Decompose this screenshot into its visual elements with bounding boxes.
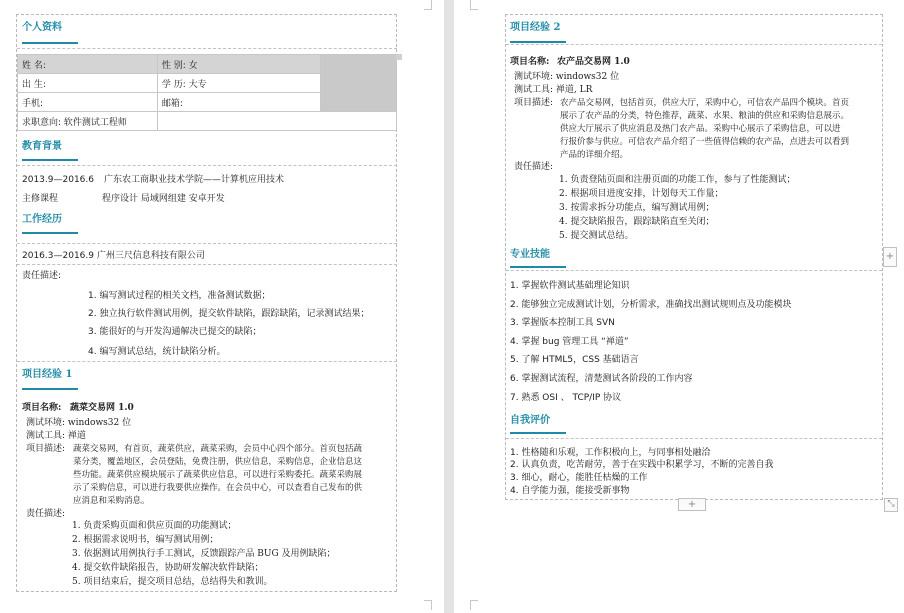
crop-mark <box>424 0 432 10</box>
skill-item: 2. 能够独立完成测试计划，分析需求，准确找出测试规则点及功能模块 <box>510 300 792 310</box>
name-label: 姓 名: <box>18 55 158 74</box>
project1-title: 项目经验 1 <box>22 369 73 380</box>
project2-tools: 测试工具: 禅道, LR <box>514 85 593 95</box>
project2-duty-item: 1. 负责登陆页面和注册页面的功能工作，参与了性能测试； <box>559 175 796 185</box>
work-duty-item: 4. 编写测试总结，统计缺陷分析。 <box>88 347 226 357</box>
project2-desc-line: 行报价参与供应。可信农产品介绍了一些值得信赖的农产品，点进去可以看到 <box>560 137 850 147</box>
work-duty-item: 2. 独立执行软件测试用例，提交软件缺陷，跟踪缺陷，记录测试结果； <box>88 309 370 319</box>
divider <box>506 270 882 271</box>
work-duty-label: 责任描述: <box>22 271 62 281</box>
project1-duty-item: 3. 依据测试用例执行手工测试，反馈跟踪产品 BUG 及用例缺陷； <box>72 549 336 559</box>
work-period: 2016.3—2016.9 广州三尺信息科技有限公司 <box>22 251 205 261</box>
project1-desc-line: 蔬菜交易网，有首页，蔬菜供应，蔬菜采购，会员中心四个部分。首页包括蔬 <box>73 444 363 454</box>
crop-mark <box>470 600 478 610</box>
project2-name-label: 项目名称: <box>510 57 550 67</box>
project1-duty-item: 1. 负责采购页面和供应页面的功能测试； <box>72 521 237 531</box>
project2-name-value: 农产品交易网 1.0 <box>557 57 630 67</box>
skill-item: 5. 了解 HTML5，CSS 基础语言 <box>510 355 639 365</box>
section-underline <box>22 42 78 44</box>
project2-desc-line: 展示了农产品的分类，特色推荐，蔬菜、水果、粮油的供应和采购信息展示。 <box>560 111 850 121</box>
section-underline <box>510 41 566 43</box>
crop-mark <box>470 0 478 10</box>
project1-name-label: 项目名称: <box>22 403 62 413</box>
project1-desc-line: 示了采购信息，可以进行我要供应操作。在会员中心，可以查看自己发布的供 <box>73 483 363 493</box>
section-underline <box>22 159 78 161</box>
self-eval-item: 3. 细心，耐心，能胜任枯燥的工作 <box>510 473 648 483</box>
project1-desc-line: 些功能。蔬菜供应模块展示了蔬菜供应信息，可以进行采购委托。蔬菜采购展 <box>73 470 363 480</box>
job-intent: 求职意向: 软件测试工程师 <box>18 112 158 131</box>
skill-item: 6. 掌握测试流程，清楚测试各阶段的工作内容 <box>510 374 693 384</box>
photo-placeholder[interactable] <box>321 55 397 112</box>
section-underline <box>510 432 566 434</box>
work-duty-item: 1. 编写测试过程的相关文档，准备测试数据； <box>88 291 271 301</box>
divider <box>17 361 397 362</box>
work-duty-item: 3. 能很好的与开发沟通解决已提交的缺陷； <box>88 327 262 337</box>
project2-duty-item: 2. 根据项目进度安排，计划每天工作量； <box>559 189 724 199</box>
empty-cell <box>157 112 396 131</box>
project2-desc-line: 产品的详细介绍。 <box>560 150 629 160</box>
divider <box>506 438 882 439</box>
project1-desc-label: 项目描述: <box>26 444 66 454</box>
project1-env: 测试环境: windows32 位 <box>26 418 132 428</box>
self-eval-item: 2. 认真负责，吃苦耐劳，善于在实践中积累学习，不断的完善自我 <box>510 460 774 470</box>
work-title: 工作经历 <box>22 214 62 225</box>
divider <box>17 243 397 244</box>
personal-info-table <box>17 54 397 131</box>
edu-school: 广东农工商职业技术学院——计算机应用技术 <box>104 175 285 185</box>
self-eval-item: 1. 性格随和乐观，工作积极向上，与同事相处融洽 <box>510 448 711 458</box>
skills-title: 专业技能 <box>510 249 550 260</box>
divider <box>17 165 397 166</box>
personal-title: 个人资料 <box>22 22 62 33</box>
crop-mark <box>424 600 432 610</box>
project1-duty-label: 责任描述: <box>26 509 66 519</box>
birth-label: 出 生: <box>18 74 158 93</box>
project2-env: 测试环境: windows32 位 <box>514 72 620 82</box>
project2-duty-item: 5. 提交测试总结。 <box>559 231 634 241</box>
divider <box>17 48 397 49</box>
project2-desc-line: 农产品交易网，包括首页，供应大厅，采购中心，可信农产品四个模块。首页 <box>560 98 850 108</box>
gender-cell: 性 别: 女 <box>157 55 320 74</box>
project2-duty-label: 责任描述: <box>514 162 554 172</box>
project1-desc-line: 菜分类，覆盖地区，会员登陆，免费注册，供应信息，采购信息，企业信息这 <box>73 457 363 467</box>
skill-item: 4. 掌握 bug 管理工具 “禅道” <box>510 337 629 347</box>
education-cell: 学 历: 大专 <box>157 74 320 93</box>
project1-duty-item: 5. 项目结束后，提交项目总结，总结得失和教训。 <box>72 577 273 587</box>
project1-duty-item: 4. 提交软件缺陷报告，协助研发解决软件缺陷； <box>72 563 264 573</box>
skill-item: 3. 掌握版本控制工具 SVN <box>510 318 615 328</box>
add-column-button[interactable]: + <box>883 247 897 267</box>
divider <box>506 44 882 45</box>
project1-tools: 测试工具: 禅道 <box>26 431 86 441</box>
project2-desc-line: 供应大厅展示了供应消息及热门农产品。采购中心展示了采购信息，可以进 <box>560 124 841 134</box>
skill-item: 1. 掌握软件测试基础理论知识 <box>510 281 630 291</box>
table-resize-handle[interactable] <box>396 54 402 60</box>
section-underline <box>510 266 566 268</box>
project2-desc-label: 项目描述: <box>514 98 554 108</box>
project2-duty-item: 4. 提交缺陷报告，跟踪缺陷直至关闭； <box>559 217 715 227</box>
project1-name-value: 蔬菜交易网 1.0 <box>70 403 134 413</box>
project2-duty-item: 3. 按需求拆分功能点，编写测试用例； <box>559 203 715 213</box>
project1-desc-line: 应消息和采购消息。 <box>73 496 150 506</box>
page-gutter <box>444 0 454 613</box>
edu-courses-label: 主修课程 <box>22 194 59 204</box>
section-underline <box>22 388 78 390</box>
edu-courses: 程序设计 局域网组建 安卓开发 <box>102 194 225 204</box>
self-eval-title: 自我评价 <box>510 415 550 426</box>
section-underline <box>22 232 78 234</box>
divider <box>17 264 397 265</box>
email-label: 邮箱: <box>157 93 320 112</box>
add-row-button[interactable]: + <box>678 498 706 511</box>
phone-label: 手机: <box>18 93 158 112</box>
table-resize-icon[interactable]: ⤡ <box>884 498 898 512</box>
project1-duty-item: 2. 根据需求说明书，编写测试用例； <box>72 535 219 545</box>
skill-item: 7. 熟悉 OSI 、 TCP/IP 协议 <box>510 393 622 403</box>
self-eval-item: 4. 自学能力强，能接受新事物 <box>510 486 630 496</box>
edu-period: 2013.9—2016.6 <box>22 175 94 185</box>
project2-title: 项目经验 2 <box>510 22 561 33</box>
education-title: 教育背景 <box>22 141 62 152</box>
